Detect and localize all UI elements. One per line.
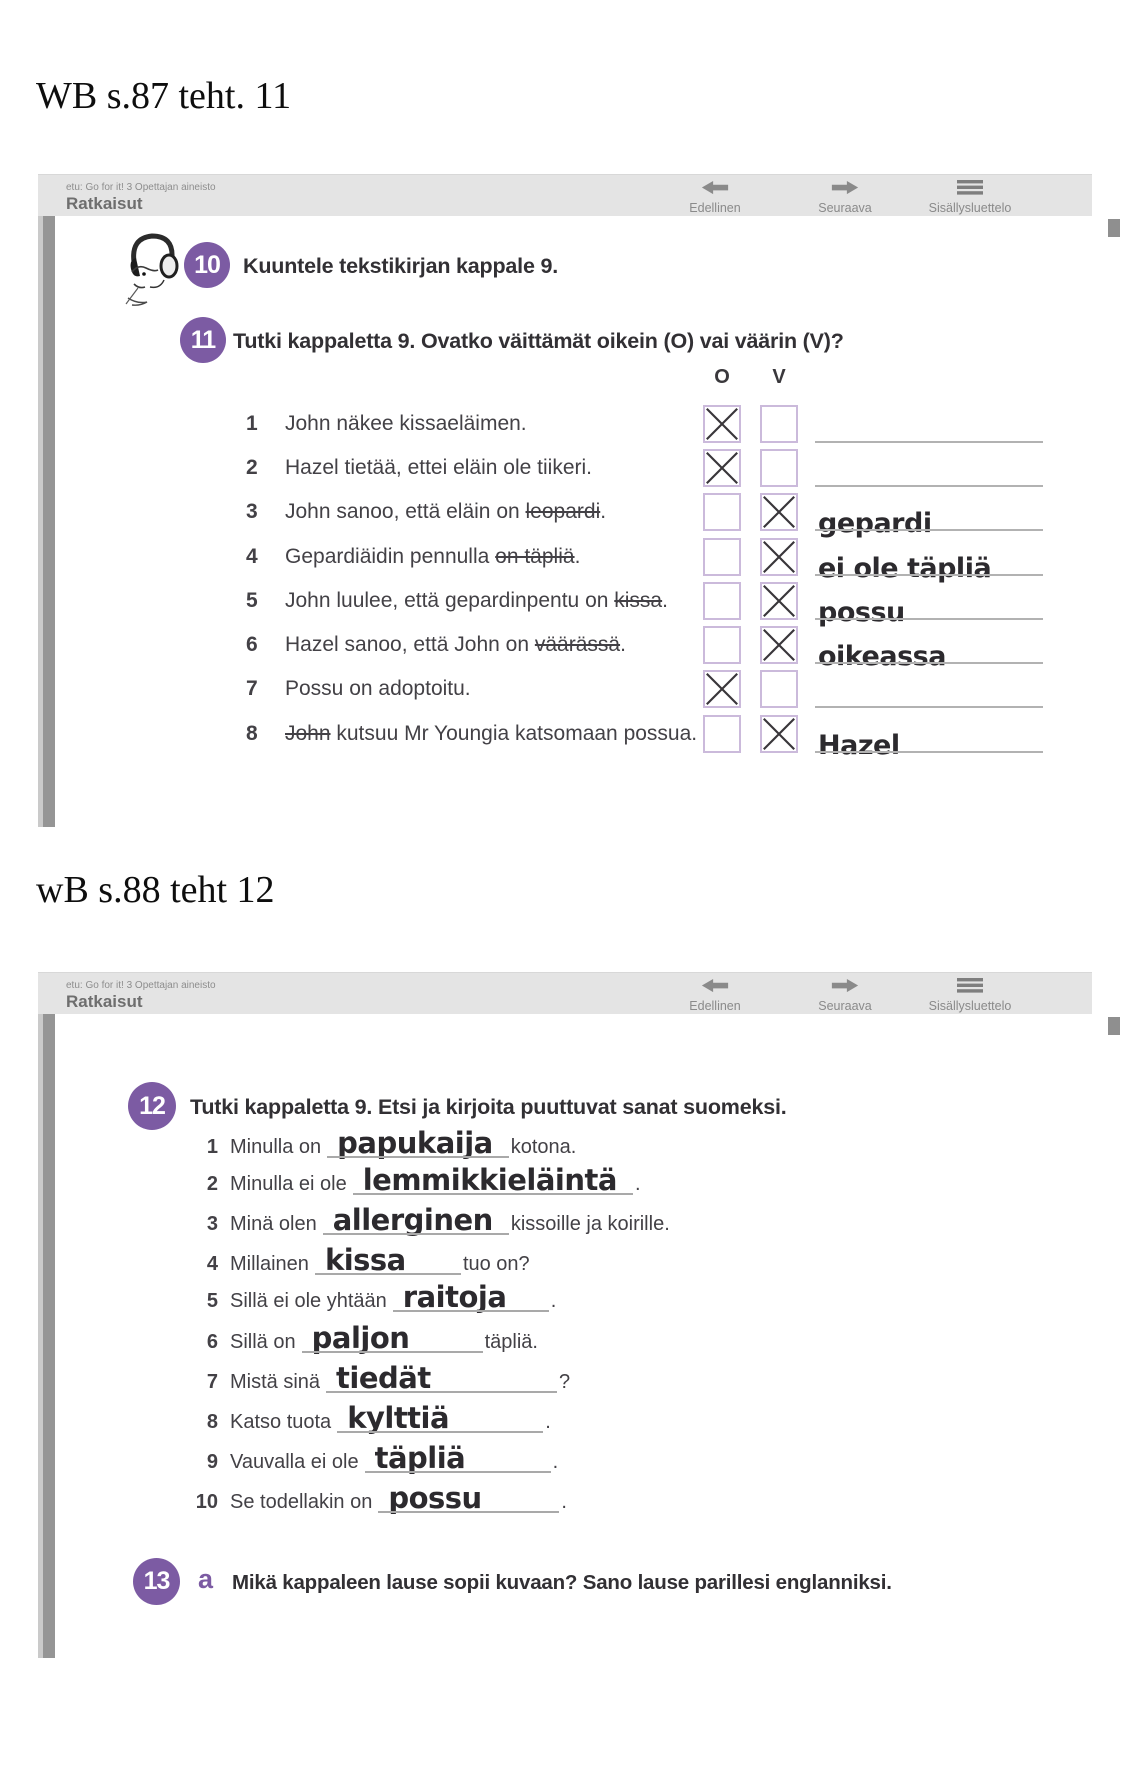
viewer-panel-exercise-11: [38, 174, 1092, 827]
checkbox-correct[interactable]: [703, 405, 741, 443]
viewer-heading: Ratkaisut: [66, 194, 143, 213]
viewer-panel-exercise-12: [38, 972, 1092, 1658]
checkbox-wrong[interactable]: [760, 405, 798, 443]
answer-text: papukaija: [337, 1126, 493, 1160]
answer-text: kissa: [324, 1243, 406, 1277]
left-scrollbar[interactable]: [38, 1014, 55, 1658]
fill-in-row: [168, 1244, 530, 1282]
item-text-after: .: [561, 1491, 567, 1513]
statement-text: Hazel sanoo, että John on väärässä.: [285, 633, 626, 656]
table-of-contents-button[interactable]: [900, 978, 1040, 1013]
item-number: 6: [206, 1331, 218, 1353]
answer-blank: [382, 1482, 553, 1520]
answer-blank: [369, 1442, 545, 1480]
item-number: 10: [195, 1491, 218, 1513]
answer-text: raitoja: [402, 1280, 507, 1314]
fill-in-row: [168, 1482, 567, 1520]
item-text-after: tuo on?: [462, 1253, 530, 1275]
previous-label: Edellinen: [689, 999, 741, 1013]
answer-line: [815, 626, 1043, 672]
item-number: 1: [206, 1136, 218, 1158]
fill-in-row: [168, 1204, 670, 1242]
checkbox-wrong[interactable]: [760, 493, 798, 531]
answer-text: oikeassa: [818, 641, 946, 672]
fill-in-row: [168, 1442, 558, 1480]
statement-row: [38, 626, 1092, 672]
exercise-12-badge: 12: [128, 1082, 176, 1130]
statement-text: John sanoo, että eläin on leopardi.: [285, 500, 607, 523]
item-text-after: kissoille ja koirille.: [510, 1213, 670, 1235]
answer-line: [815, 715, 1043, 761]
item-text-before: Se todellakin on: [230, 1491, 373, 1513]
item-text-after: täpliä.: [484, 1331, 538, 1353]
statement-number: 3: [246, 500, 258, 523]
statement-number: 1: [246, 412, 258, 435]
statement-text: John kutsuu Mr Youngia katsomaan possua.: [285, 722, 698, 745]
statement-row: [38, 405, 1092, 443]
answer-blank: [319, 1244, 455, 1282]
answer-line: [815, 538, 1043, 584]
checkbox-wrong[interactable]: [760, 715, 798, 753]
next-label: Seuraava: [818, 201, 872, 215]
checkbox-correct[interactable]: [703, 493, 741, 531]
item-text-after: .: [552, 1451, 559, 1473]
item-text-before: Katso tuota: [230, 1411, 332, 1433]
answer-text: Hazel: [818, 730, 900, 761]
checkbox-wrong[interactable]: [760, 582, 798, 620]
exercise-12-instruction: Tutki kappaletta 9. Etsi ja kirjoita puuttuvat sanat suomeksi.: [190, 1095, 787, 1119]
statement-row: [38, 449, 1092, 487]
item-number: 8: [206, 1411, 218, 1433]
next-button[interactable]: [775, 180, 915, 215]
item-number: 7: [206, 1371, 218, 1393]
statement-row: [38, 670, 1092, 708]
previous-button[interactable]: [645, 180, 785, 215]
exercise-13-part-label: a: [198, 1564, 214, 1594]
item-text-before: Vauvalla ei ole: [230, 1451, 359, 1473]
item-text-before: Millainen: [230, 1253, 309, 1275]
checkbox-wrong[interactable]: [760, 670, 798, 708]
statement-text: Hazel tietää, ettei eläin ole tiikeri.: [285, 456, 592, 479]
item-text-after: .: [545, 1411, 551, 1433]
statement-number: 7: [246, 677, 258, 700]
item-text-before: Sillä on: [230, 1331, 296, 1353]
arrow-left-icon: [700, 182, 730, 199]
item-text-after: .: [634, 1173, 641, 1195]
answer-text: ei ole täpliä: [818, 553, 992, 584]
exercise-11-instruction: Tutki kappaletta 9. Ovatko väittämät oikein (O) vai väärin (V)?: [233, 329, 844, 353]
toc-label: Sisällysluettelo: [928, 201, 1012, 215]
exercise-10-instruction: Kuuntele tekstikirjan kappale 9.: [243, 254, 559, 278]
answer-text: allerginen: [332, 1203, 493, 1237]
item-text-before: Mistä sinä: [230, 1371, 321, 1393]
statement-text: Possu on adoptoitu.: [285, 677, 471, 700]
answer-text: täpliä: [374, 1441, 466, 1475]
page-title: WB s.87 teht. 11: [36, 75, 292, 117]
statement-row: [38, 582, 1092, 628]
answer-line: [815, 670, 1043, 708]
item-number: 9: [206, 1451, 218, 1473]
fill-in-row: [168, 1164, 641, 1202]
fill-in-row: [168, 1362, 570, 1400]
scrollbar-thumb[interactable]: [1108, 1017, 1120, 1035]
headphones-listening-icon: [120, 230, 180, 308]
breadcrumb[interactable]: etu: Go for it! 3 Opettajan aineisto: [66, 182, 216, 193]
viewer-heading: Ratkaisut: [66, 992, 143, 1011]
item-text-after: kotona.: [510, 1136, 577, 1158]
checkbox-correct[interactable]: [703, 582, 741, 620]
arrow-right-icon: [830, 182, 860, 199]
item-number: 4: [206, 1253, 218, 1275]
column-header-wrong: V: [772, 366, 786, 388]
column-header-correct: O: [714, 366, 730, 388]
answer-line: [815, 405, 1043, 443]
item-text-before: Minulla on: [230, 1136, 322, 1158]
fill-in-row: [168, 1127, 576, 1165]
viewer-toolbar: [38, 972, 1092, 1015]
checkbox-correct[interactable]: [703, 626, 741, 664]
item-text-before: Minä olen: [230, 1213, 317, 1235]
item-text-after: ?: [559, 1371, 571, 1393]
document-page: [38, 1014, 1092, 1658]
answer-blank: [357, 1164, 627, 1202]
answer-blank: [397, 1281, 543, 1319]
checkbox-correct[interactable]: [703, 670, 741, 708]
scrollbar-thumb[interactable]: [1108, 219, 1120, 237]
statement-number: 4: [246, 545, 258, 568]
next-label: Seuraava: [818, 999, 872, 1013]
statement-number: 2: [246, 456, 258, 479]
checkbox-correct[interactable]: [703, 715, 741, 753]
answer-text: possu: [818, 597, 905, 628]
arrow-left-icon: [700, 980, 730, 997]
answer-blank: [327, 1204, 503, 1242]
item-text-before: Sillä ei ole yhtään: [230, 1290, 387, 1312]
answer-text: possu: [388, 1481, 482, 1515]
statement-text: John näkee kissaeläimen.: [285, 412, 527, 435]
item-text-after: .: [550, 1290, 557, 1312]
arrow-right-icon: [830, 980, 860, 997]
page-title: wB s.88 teht 12: [36, 869, 275, 911]
answer-blank: [331, 1127, 503, 1165]
fill-in-row: [168, 1402, 551, 1440]
item-number: 2: [206, 1173, 218, 1195]
menu-icon: [957, 980, 983, 997]
next-button[interactable]: [775, 978, 915, 1013]
answer-blank: [306, 1322, 477, 1360]
statement-number: 6: [246, 633, 258, 656]
answer-line: [815, 449, 1043, 487]
answer-text: gepardi: [818, 508, 932, 539]
answer-text: tiedät: [336, 1361, 431, 1395]
answer-text: kylttiä: [347, 1401, 450, 1435]
fill-in-row: [168, 1322, 538, 1360]
checkbox-correct[interactable]: [703, 449, 741, 487]
checkbox-wrong[interactable]: [760, 449, 798, 487]
statement-text: Gepardiäidin pennulla on täpliä.: [285, 545, 581, 568]
exercise-10-badge: 10: [184, 242, 230, 288]
answer-line: [815, 493, 1043, 539]
answer-line: [815, 582, 1043, 628]
checkbox-wrong[interactable]: [760, 626, 798, 664]
exercise-13-instruction: Mikä kappaleen lause sopii kuvaan? Sano lause parillesi englanniksi.: [232, 1571, 892, 1594]
statement-row: [38, 538, 1092, 584]
previous-button[interactable]: [645, 978, 785, 1013]
answer-blank: [330, 1362, 551, 1400]
viewer-toolbar: [38, 174, 1092, 217]
statement-row: [38, 493, 1092, 539]
item-number: 3: [206, 1213, 218, 1235]
toc-label: Sisällysluettelo: [928, 999, 1012, 1013]
statement-number: 5: [246, 589, 258, 612]
previous-label: Edellinen: [689, 201, 741, 215]
breadcrumb[interactable]: etu: Go for it! 3 Opettajan aineisto: [66, 980, 216, 991]
answer-text: lemmikkieläintä: [362, 1163, 617, 1197]
exercise-13-badge: 13: [133, 1558, 180, 1605]
menu-icon: [957, 182, 983, 199]
document-page: [38, 216, 1092, 827]
statement-row: [38, 715, 1092, 761]
statement-number: 8: [246, 722, 258, 745]
table-of-contents-button[interactable]: [900, 180, 1040, 215]
fill-in-row: [168, 1281, 556, 1319]
item-number: 5: [206, 1290, 218, 1312]
exercise-11-badge: 11: [180, 317, 226, 363]
checkbox-wrong[interactable]: [760, 538, 798, 576]
item-text-before: Minulla ei ole: [230, 1173, 347, 1195]
checkbox-correct[interactable]: [703, 538, 741, 576]
statement-text: John luulee, että gepardinpentu on kissa.: [285, 589, 668, 612]
answer-text: paljon: [311, 1321, 410, 1355]
answer-blank: [341, 1402, 537, 1440]
